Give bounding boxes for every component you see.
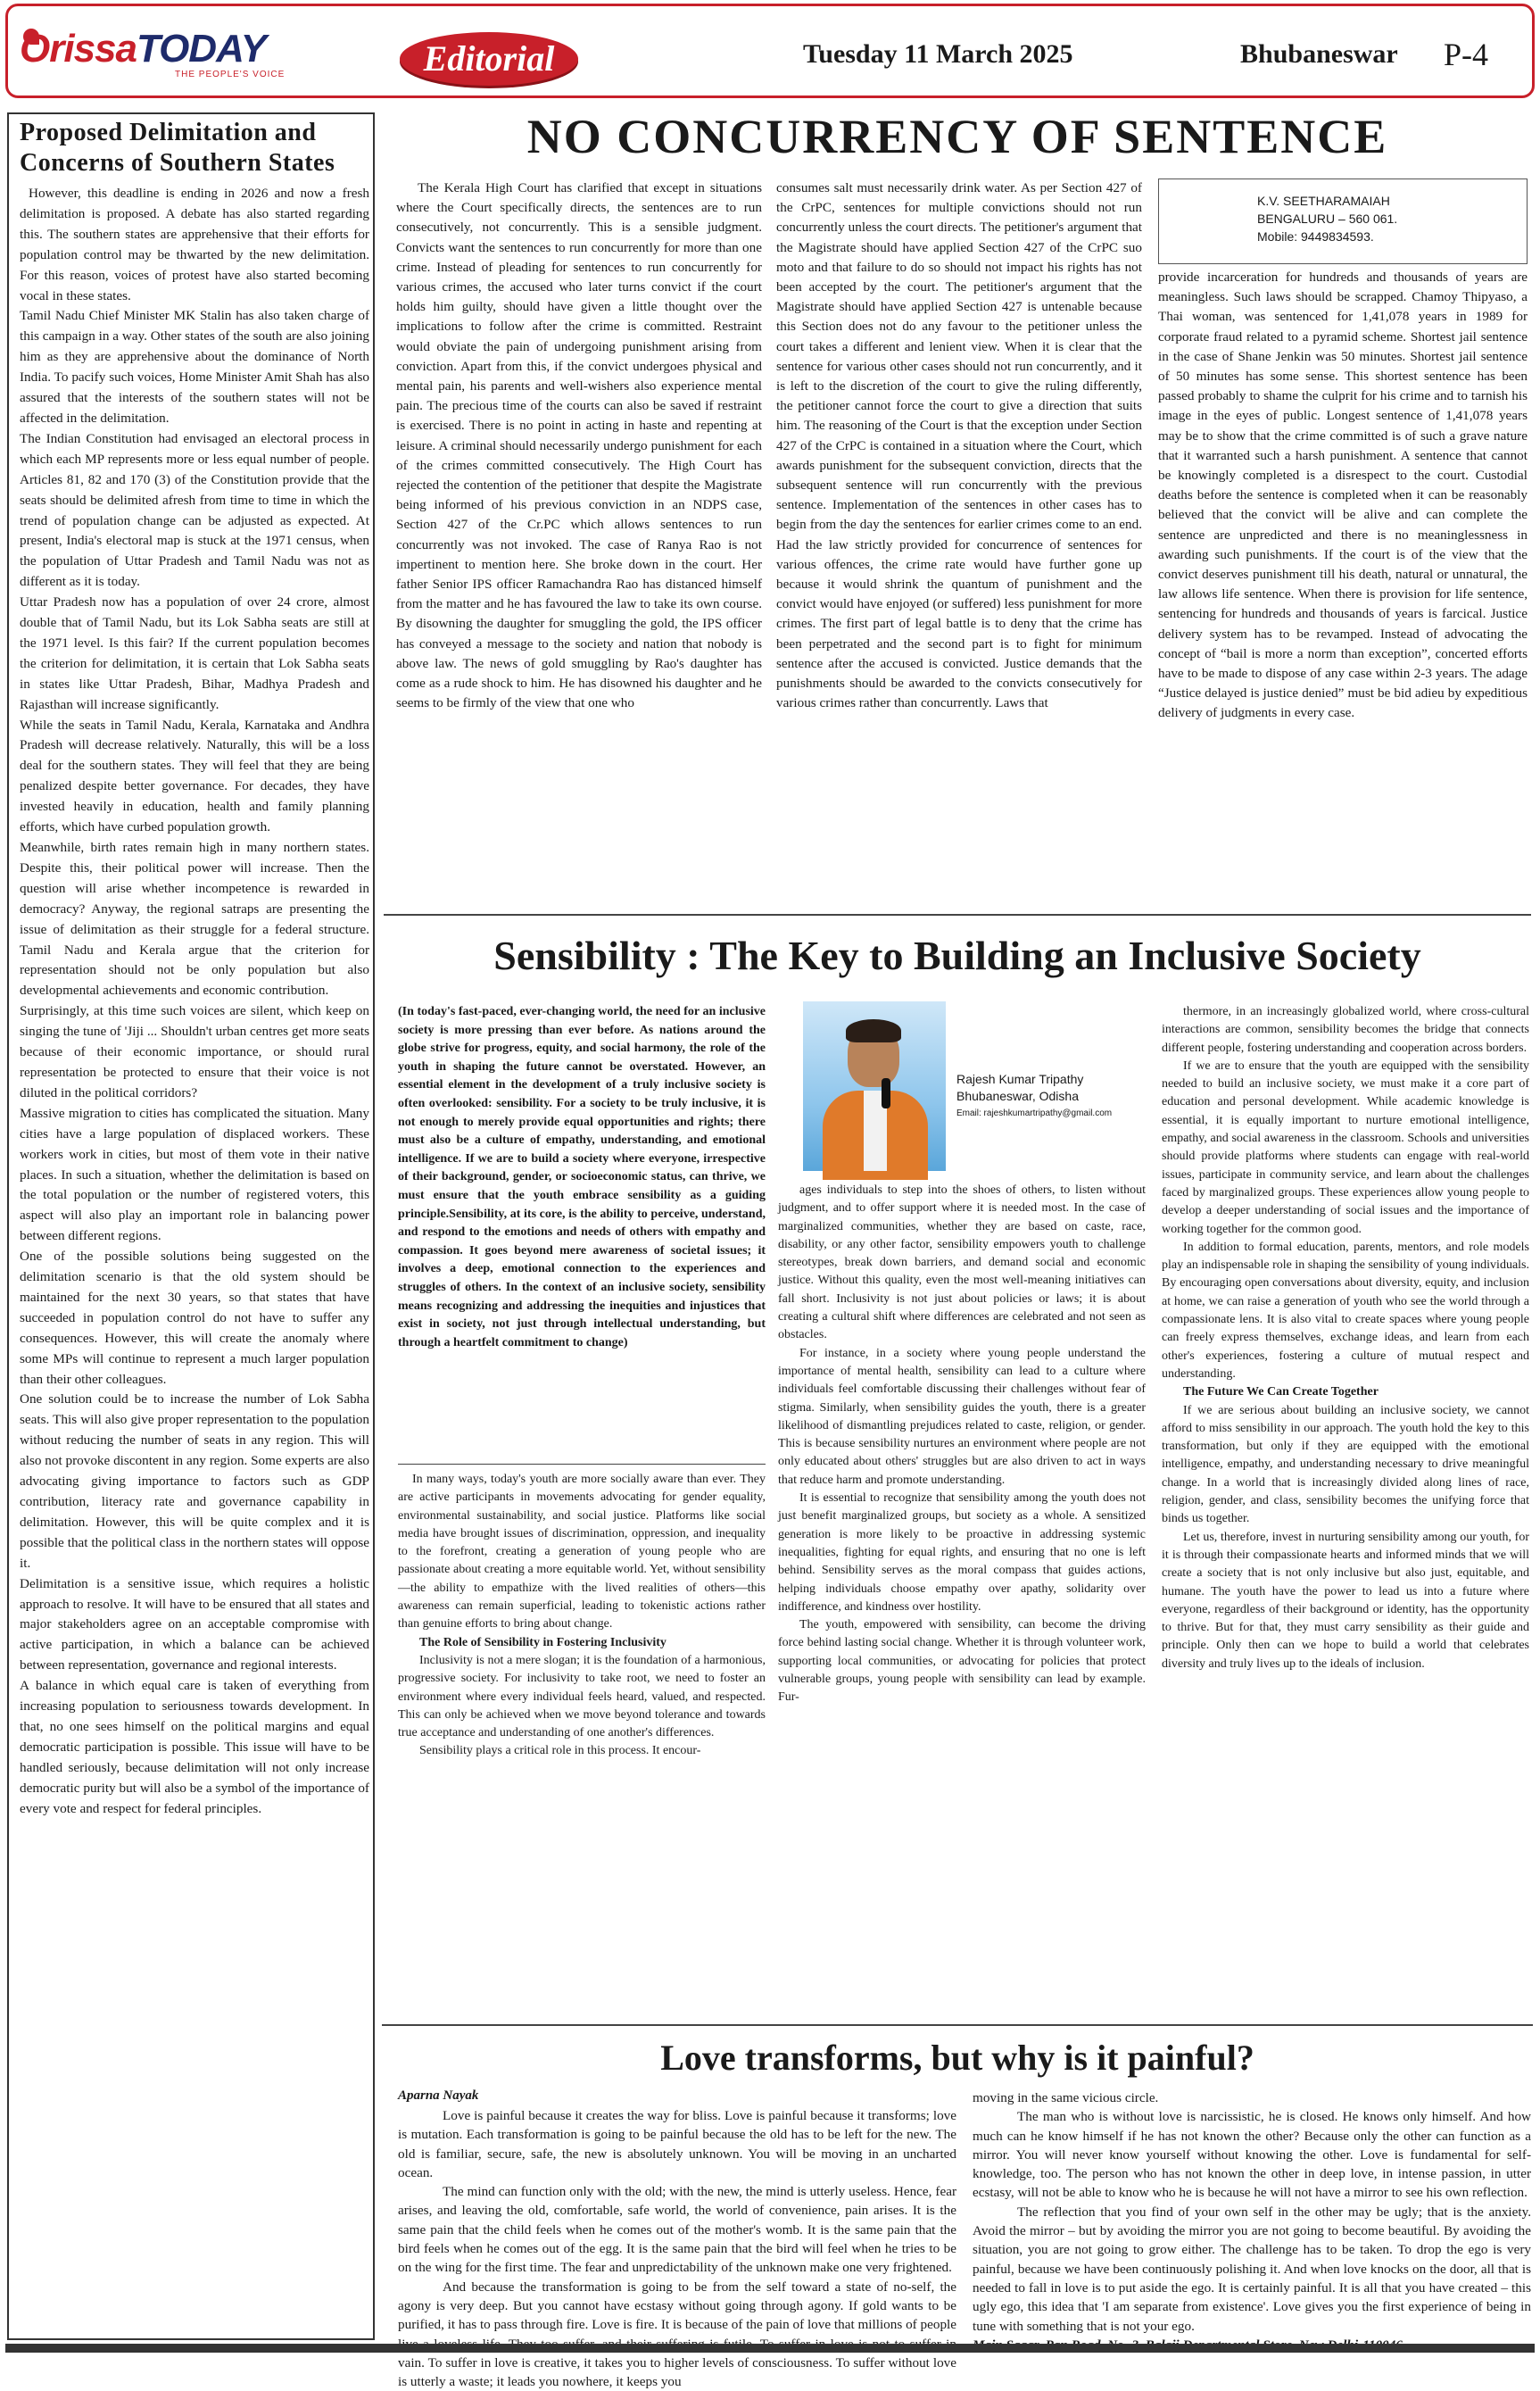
love-col-2	[973, 2088, 1531, 2338]
paragraph: A balance in which equal care is taken of everything from increasing population to seriousness towards development. In that, no one sees himself on the political margins and equal democratic participation is possible. This issue will have to be handled seriously, because delimitation will not only increase democratic purity but will also be a symbol of the importance of every vote and respect for federal principles.	[20, 1678, 369, 1816]
paragraph: And because the transformation is going to be from the self toward a state of no-self, the agony is very deep. But you cannot have ecstasy without going through agony. If gold wants to be purified, it has to pass through fire. Love is fire. It is because of the pain of love that millions of people vain. To suffer in love is creative, it takes you to higher levels of consciousness. To suffer without love is utterly a waste; it leads you nowhere, it keeps you	[398, 2279, 956, 2390]
main-headline: NO CONCURRENCY OF SENTENCE	[526, 110, 1388, 163]
paragraph: Let us, therefore, invest in nurturing sensibility among our youth, for it is through their compassionate hearts and informed minds that we will create a society that is not only inclusive but also just, equitable, and humane. The youth have the power to lead us into a future where everyone, regardless of their background or identity, has the opportunity to thrive. But for that, they must carry sensibility as their guide and principle. Only then can we hope to build a world that celebrates diversity and truly lives up to the ideals of inclusion.	[1162, 1530, 1529, 1671]
logo-right: TODAY	[136, 27, 266, 71]
main-article-col-1	[396, 178, 762, 964]
paragraph: Delimitation is a sensitive issue, which requires a holistic approach to resolve. It will have to be ensured that all states and major stakeholders agree on an acceptable compromise with active participation, in which a balance can be achieved between representation, governance and regional interests.	[20, 1575, 369, 1673]
paragraph: In many ways, today's youth are more socially aware than ever. They are active participants in movements advocating for gender equality, environmental sustainability, and social justice. Platforms like social media have brought issues of discrimination, oppression, and inequality to the forefront, creating a generation of young people who are passionate about creating a more equitable world. Yet, without sensibility—the ability to empathize with the lived realities of others—this awareness can remain superficial, leading to tokenistic actions rather than genuine efforts to bring about change.	[398, 1473, 766, 1631]
paragraph: It is essential to recognize that sensibility among the youth does not just benefit marginalized groups, but society as a whole. A sensitized generation is more likely to be proactive in addressing systemic inequalities, fighting for equal rights, and ensuring that no one is left behind. Sensibility serves as the moral compass that guides actions, helping individuals choose empathy over apathy, solidarity over indifference, and kindness over hostility.	[778, 1491, 1146, 1614]
divider	[382, 2024, 1533, 2026]
divider	[398, 1464, 766, 1465]
paragraph: thermore, in an increasingly globalized world, where cross-cultural interactions are common, sensibility becomes the bridge that connects different people, fostering understanding and cooperation across borders.	[1162, 1005, 1529, 1055]
subheading: The Future We Can Create Together	[1183, 1385, 1379, 1399]
author-email: Email: rajeshkumartripathy@gmail.com	[956, 1108, 1113, 1118]
divider	[384, 914, 1531, 916]
paragraph: Meanwhile, birth rates remain high in many northern states. Despite this, their political power will increase. Then the question will arise whether incompetence is rewarded in democracy? Anyway, the regional satraps are presenting the issue of delimitation as their struggle for a federal structure. Tamil Nadu and Kerala argue that the criterion for representation should not be only population but also developmental achievements and economic contribution.	[20, 840, 369, 999]
paragraph: Massive migration to cities has complicated the situation. Many cities have a large population of displaced workers. These workers work in cities, but most of them vote in their native places. In such a situation, whether the delimitation is based on the total population or the number of registered voters, this aspect will also play an important role in balancing power between different regions.	[20, 1105, 369, 1244]
paragraph: The Kerala High Court has clarified that except in situations where the Court specifically directs, the sentences are to run consecutively, not concurrently. This is a sensible judgment. Convicts want the sentences to run concurrently for more than one crime. Instead of pleading for sentences to run concurrently for various crimes, the accused who later turns convict if the court holds him guilty, should have given a little thought over the implications to follow after the crime is committed. Restraint would obviate the pain of undergoing punishment arising from conviction. Apart from this, if the convict undergoes physical and mental pain, his parents and well-wishers also experience mental pain. The precious time of the courts can also be saved if restraint is exercised. There is no point in acting in haste and repenting at leisure. A criminal should necessarily undergo punishment for each of the crimes committed consecutively. The High Court has rejected the contention of the petitioner that despite the Magistrate being informed of his previous conviction in an NDPS case, Section 427 of the Cr.PC which allows sentences to run concurrently was not invoked. The case of Ranya Rao is not impertinent to mention here. She broke down in the court. Her father Senior IPS officer Ramachandra Rao has distanced himself from the matter and he has favoured the law to take its own course. By disowning the daughter for smuggling the gold, the IPS officer has conveyed a message to the society and nation that nobody is above law. The news of gold smuggling by Rao's daughter has come as a rude shock to him. He has disowned his daughter and he seems to be firmly of the view that one who	[396, 180, 762, 711]
paragraph: ages individuals to step into the shoes of others, to listen without judgment, and to offer support where it is needed most. In the case of marginalized communities, whether they are based on caste, race, disability, or any other factor, sensibility empowers youth to challenge stereotypes, break down barriers, and demand social and economic justice. Without this quality, even the most well-meaning initiatives can fall short. Inclusivity is not just about policies or laws; it is about creating a cultural shift where differences are celebrated and not seen as obstacles.	[778, 1183, 1146, 1342]
paragraph: The mind can function only with the old; with the new, the mind is utterly useless. Hence, fear arises, and leaving the old, comfortable, safe world, the world of convenience, pain arises. It is the same pain that the child feels when he comes out of the mother's womb. It is the same pain that the bird feels when he comes out of the egg. It is the same pain that the bird will feel when he tries to be on the wing for the first time. The fear and unpredictability of the unknown make one very frightened.	[398, 2184, 956, 2276]
section-label: Editorial	[400, 32, 578, 86]
paragraph: The reflection that you find of your own self in the other may be ugly; that is the anxiety. Avoid the mirror – but by avoiding the mirror you are not going to become beautiful. By avoiding the situation, you are not going to grow either. The challenge has to be taken. To drop the ego is very painful, because we have been continuously polishing it. And when love knocks on the door, all that is needed to fall in love is to put aside the ego. It is certainly painful. It is all that you have created – this ugly ego, this idea that 'I am separate from existence'. Love gives you the first experience of being in tune with something that is not your ego.	[973, 2204, 1531, 2334]
paragraph: Uttar Pradesh now has a population of over 24 crore, almost double that of Tamil Nadu, but its Lok Sabha seats are still at the 1971 level. Is this fair? If the current population becomes the criterion for delimitation, it is certain that Lok Sabha seats in states like Uttar Pradesh, Bihar, Madhya Pradesh and Rajasthan will increase significantly.	[20, 594, 369, 712]
author-place: Bhubaneswar, Odisha	[956, 1089, 1079, 1103]
logo[interactable]	[20, 27, 266, 71]
paragraph: If we are to ensure that the youth are equipped with the sensibility needed to build an inclusive society, we must make it a core part of education and personal development. While academic knowledge is essential, it is equally important to nurture emotional intelligence, empathy, and social awareness in the classroom. Schools and universities should provide platforms where students can engage with real-world issues, participate in community service, and learn about the challenges faced by marginalized groups. These experiences allow young people to develop a deeper understanding of social issues and the importance of working together for the common good.	[1162, 1059, 1529, 1236]
paragraph: For instance, in a society where young people understand the importance of mental health, sensibility can lead to a culture where individuals feel comfortable discussing their challenges without fear of stigma. Similarly, when sensibility guides the youth, there is a greater likelihood of dismantling prejudices related to caste, religion, or gender. This is because sensibility nurtures an environment where people are not only educated about others' struggles but are also driven to act in ways that reduce harm and promote understanding.	[778, 1346, 1146, 1487]
paragraph: moving in the same vicious circle.	[973, 2090, 1159, 2105]
main-article-col-3	[1158, 268, 1528, 964]
paragraph: Sensibility plays a critical role in this process. It encour-	[419, 1744, 701, 1758]
subheading: The Role of Sensibility in Fostering Inclusivity	[419, 1635, 667, 1649]
paragraph: One solution could be to increase the number of Lok Sabha seats. This will also give proper representation to the population without reducing the number of seats in any region. This will also not provoke discontent in any region. Some experts are also advocating giving importance to factors such as GDP contribution, literacy rate and governance capability in delimitation. However, this will be quite complex and it is possible that the political class in the northern states will oppose it.	[20, 1391, 369, 1571]
sensibility-col-2	[778, 1182, 1146, 2024]
edition-city: Bhubaneswar	[1240, 39, 1398, 69]
paragraph: Surprisingly, at this time such voices are silent, which keep on singing the tune of 'Jiji ... Shouldn't urban centres get more seats because of their economic importance, or should rural representation be protected to ensure that their voice is not diluted in the political corridors?	[20, 1003, 369, 1100]
logo-left: Orissa	[20, 27, 137, 71]
footer-rule	[5, 2344, 1535, 2353]
love-headline: Love transforms, but why is it painful?	[660, 2038, 1254, 2078]
main-article-col-2	[776, 178, 1142, 964]
sensibility-col-3	[1162, 1003, 1529, 2024]
paragraph: In addition to formal education, parents, mentors, and role models play an indispensable role in shaping the sensibility of young individuals. By encouraging open conversations about diversity, equity, and inclusion at home, we can raise a generation of youth who see the world through a compassionate lens. It is also vital to create spaces where young people can freely express themselves, exchange ideas, and learn from each other's experiences, fostering a culture of mutual respect and understanding.	[1162, 1240, 1529, 1381]
paragraph: While the seats in Tamil Nadu, Kerala, Karnataka and Andhra Pradesh will decrease relatively. Naturally, this will be a loss deal for the southern states. They will feel that they are being penalized despite better governance. For decades, they have invested heavily in education, health and family planning efforts, which have curbed population growth.	[20, 717, 369, 835]
sensibility-headline: Sensibility : The Key to Building an Inclusive Society	[493, 933, 1421, 978]
paragraph: However, this deadline is ending in 2026 and now a fresh delimitation is proposed. A debate has also started regarding this. The southern states are apprehensive that their efforts for population control may be thwarted by the new delimitation. For this reason, voices of protest have also started becoming vocal in these states.	[20, 186, 369, 303]
paragraph: One of the possible solutions being suggested on the delimitation scenario is that the old system should be maintained for the next 30 years, so that states that have succeeded in population control do not have to suffer any consequences. However, this will create the anomaly where some MPs will continue to represent a much larger population than their other colleagues.	[20, 1249, 369, 1387]
love-col-1	[398, 2106, 956, 2390]
paragraph: provide incarceration for hundreds and thousands of years are meaningless. Such laws should be scrapped. Chamoy Thipyaso, a Thai woman, was sentenced for 1,41,078 years in 1989 for corporate fraud related to a pyramid scheme. Shortest jail sentence in the case of Shane Jenkin was 50 minutes. Shortest jail sentence of 50 minutes has some sense. This shortest sentence has been passed probably to shame the culprit for his crime and to tarnish his image in the eyes of public. Longest sentence of 1,41,078 years may be to show that the crime committed is of such a grave nature that it warranted such a harsh punishment. A sentence that cannot be knowingly completed is a disrespect to the court. Custodial deaths before the sentence is completed when it can be reasonably believed that the convict will be alive and can complete the sentence are unpredicted and there is no meaninglessness in awarding such punishments. If the court is of the view that the convict deserves punishment till his death, natural or unnatural, the law allows life sentence. When there is provision for life sentence, sentencing for hundreds and thousands of years is farcical. Justice delivery system has to be revamped. Instead of advocating the concept of “bail is more a norm than exception”, concerted efforts have to be made to dispose of any case within 2-3 years. The adage “Justice delayed is justice denied” must be bid adieu by expeditious delivery of judgments in every case.	[1158, 270, 1528, 721]
left-article-title: Proposed Delimitation and Concerns of Southern States	[20, 119, 335, 177]
paragraph: The Indian Constitution had envisaged an electoral process in which each MP represents more or less equal number of people. Articles 81, 82 and 170 (3) of the Constitution provide that the seats should be delimited afresh from time to time in which the trend of population change can be adjusted as expected. At present, India's electoral map is stuck at the 1971 census, when the population of Uttar Pradesh and Tamil Nadu was not as different as it is today.	[20, 430, 369, 590]
author-name: K.V. SEETHARAMAIAH	[1257, 194, 1390, 208]
sensibility-col-1	[398, 1471, 766, 2024]
sensibility-byline	[956, 1071, 1112, 1122]
paragraph: The youth, empowered with sensibility, can become the driving force behind lasting social change. Whether it is through volunteer work, supporting local communities, or advocating for policies that protect vulnerable groups, young people with sensibility can lead by example. Fur-	[778, 1618, 1146, 1705]
page-number: P-4	[1444, 37, 1489, 72]
paragraph: Tamil Nadu Chief Minister MK Stalin has also taken charge of this campaign in a way. Other states of the south are also joining him as they are apprehensive about the dominance of North India. To pacify such voices, Home Minister Amit Shah has also assured that the interests of the southern states will not be affected in the delimitation.	[20, 308, 369, 426]
author-photo	[803, 1001, 946, 1171]
love-author: Aparna Nayak	[398, 2088, 479, 2103]
logo-tagline: THE PEOPLE'S VOICE	[175, 70, 286, 79]
paragraph: Inclusivity is not a mere slogan; it is the foundation of a harmonious, progressive society. For inclusivity to take root, we need to foster an environment where every individual feels heard, valued, and respected. This can only be achieved when we move beyond tolerance and towards true acceptance and understanding of one another's differences.	[398, 1653, 766, 1740]
sensibility-intro: (In today's fast-paced, ever-changing world, the need for an inclusive society is more pressing than ever before. As nations around the globe strive for progress, equity, and social harmony, the role of the youth in shaping the future cannot be overstated. However, an essential element in the development of a truly inclusive society is often overlooked: sensibility. For a society to be truly inclusive, it is not enough to merely provide equal opportunities and rights; there must also be a culture of empathy, understanding, and emotional intelligence. If we are to build a society where everyone, irrespective of their background, gender, or socioeconomic status, can thrive, we must ensure that the youth embrace sensibility as a guiding principle.Sensibility, at its core, is the ability to perceive, understand, and respond to the emotions and needs of others with empathy and compassion. It goes beyond mere awareness of societal issues; it involves a deep, emotional connection to the experiences and struggles of others. In the context of an inclusive society, sensibility means recognizing and addressing the inequities and injustices that exist in society, not just through intellectual understanding, but through a heartfelt commitment to change)	[398, 1005, 766, 1349]
author-name: Rajesh Kumar Tripathy	[956, 1072, 1084, 1086]
paragraph: Love is painful because it creates the way for bliss. Love is painful because it transforms; love is mutation. Each transformation is going to be painful because the old has to be left for the new. The old is familiar, secure, safe, the new is absolutely unknown. You will be moving in an uncharted ocean.	[398, 2108, 956, 2180]
left-article-body	[20, 184, 369, 2326]
author-place: BENGALURU – 560 061.	[1257, 212, 1398, 226]
issue-date: Tuesday 11 March 2025	[803, 39, 1073, 69]
paragraph: The man who is without love is narcissistic, he is closed. He knows only himself. And how much can he know himself if he has not known the other? Because only the other can function as a mirror. You will never know yourself without knowing the other. Love is fundamental for self-knowledge, too. The person who has not known the other in deep love, in intense passion, in utter ecstasy, will not be able to know who he is because he will not have a mirror to see his own reflection.	[973, 2109, 1531, 2201]
paragraph: If we are serious about building an inclusive society, we cannot afford to miss sensibility in our approach. The youth hold the key to this transformation, but only if they are equipped with the emotional intelligence, empathy, and understanding necessary to drive meaningful change. In a world that is increasingly divided along lines of race, religion, gender, and class, sensibility becomes the unifying force that binds us together.	[1162, 1403, 1529, 1526]
paragraph: consumes salt must necessarily drink water. As per Section 427 of the CrPC, sentences for multiple convictions should not run concurrently unless the court directs. The petitioner's argument that the Magistrate should have applied Section 427 of the CrPC suo moto and that failure to do so should not impact his rights has not been accepted by the court. The petitioner's argument that the Magistrate should have applied Section 427 is untenable because this Section does not do any favour to the petitioner unless the court takes a different and lenient view. When it is clear that the sentence for various other cases should not run concurrently, and it is left to the discretion of the court to give the ruling differently, the petitioner cannot force the court to give a direction that suits him. The reasoning of the Court is that the exception under Section 427 of the CrPC is contained in a situation where the Court, which awards punishment for the subsequent conviction, directs that the subsequent sentence will run concurrently with the previous sentence. Implementation of the sentences in other cases has to begin from the day the sentences for earlier crimes come to an end. Had the law strictly provided for concurrence of sentences for various offences, the crime rate would have further gone up because it would shrink the quantum of punishment and the convict would have enjoyed (or suffered) less punishment for more crimes. The first part of legal battle is to deny that the crime has been perpetrated and the second part is to fight for minimum sentence after the accused is convicted. Justice demands that the punishments should be awarded to the convicts consecutively for various crimes rather than concurrently. Laws that	[776, 180, 1142, 711]
main-author-box	[1158, 178, 1528, 264]
author-mobile: Mobile: 9449834593.	[1257, 229, 1374, 244]
